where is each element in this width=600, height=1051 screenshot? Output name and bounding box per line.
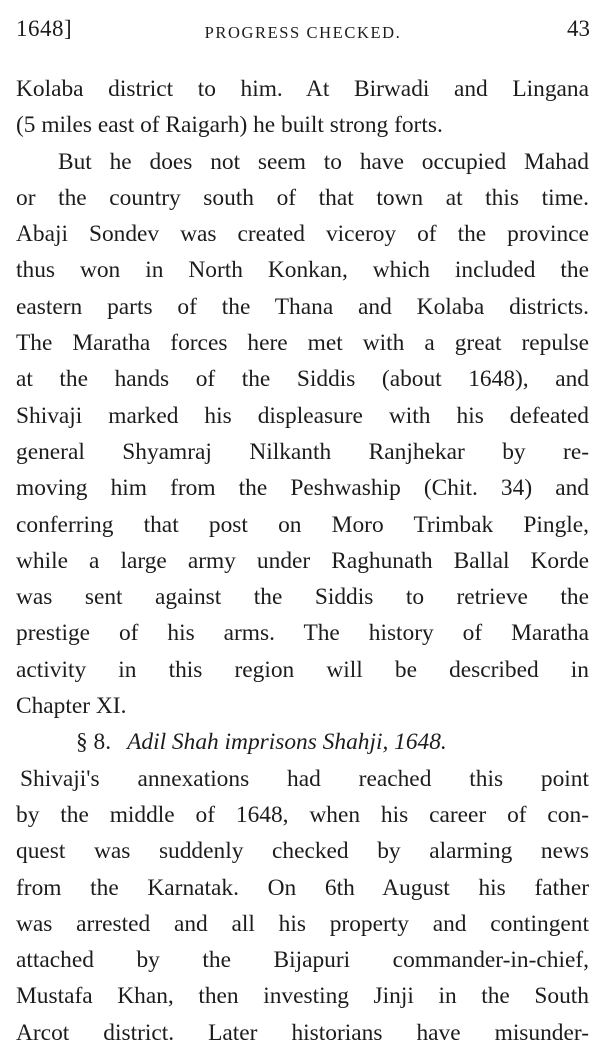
text-line: moving him from the Peshwaship (Chit. 34) and — [16, 475, 589, 502]
text-line: was arrested and all his property and contingent — [16, 910, 589, 937]
text-line: Arcot district. Later historians have misunder- — [16, 1019, 589, 1046]
text-line: was sent against the Siddis to retrieve the — [16, 584, 589, 611]
text-line: by the middle of 1648, when his career of con- — [16, 801, 589, 828]
section-title: Adil Shah imprisons Shahji, 1648. — [127, 729, 447, 756]
text-line: (5 miles east of Raigarh) he built strong forts. — [16, 112, 443, 139]
text-line: activity in this region will be described in — [16, 656, 589, 683]
text-line: Chapter XI. — [16, 693, 127, 720]
text-line: attached by the Bijapuri commander-in-chief, — [16, 947, 589, 974]
text-line: from the Karnatak. On 6th August his father — [16, 874, 589, 901]
text-line: Mustafa Khan, then investing Jinji in the South — [16, 983, 589, 1010]
text-line: conferring that post on Moro Trimbak Pingle, — [16, 511, 589, 538]
header-title: PROGRESS CHECKED. — [204, 23, 402, 42]
text-line: while a large army under Raghunath Ballal Korde — [16, 547, 589, 574]
text-line: Shivaji marked his displeasure with his defeated — [16, 402, 589, 429]
section-heading — [16, 724, 589, 760]
text-line: general Shyamraj Nilkanth Ranjhekar by re- — [16, 438, 589, 465]
text-line: But he does not seem to have occupied Mahad — [58, 148, 589, 175]
text-line: at the hands of the Siddis (about 1648), and — [16, 366, 589, 393]
page-body — [16, 71, 589, 1051]
text-line: thus won in North Konkan, which included the — [16, 257, 589, 284]
text-line: eastern parts of the Thana and Kolaba districts. — [16, 293, 589, 320]
text-line: prestige of his arms. The history of Maratha — [16, 620, 589, 647]
text-line: The Maratha forces here met with a great repulse — [16, 330, 589, 357]
section-number: § 8. — [76, 729, 112, 756]
page-number: 43 — [567, 16, 590, 41]
text-line: quest was suddenly checked by alarming news — [16, 838, 589, 865]
text-line: Kolaba district to him. At Birwadi and Lingana — [16, 76, 589, 102]
running-header — [16, 16, 590, 48]
text-line: Shivaji's annexations had reached this point — [20, 765, 589, 792]
text-line: Abaji Sondev was created viceroy of the province — [16, 221, 589, 248]
text-line: or the country south of that town at this time. — [16, 184, 589, 211]
header-year: 1648] — [16, 16, 73, 41]
